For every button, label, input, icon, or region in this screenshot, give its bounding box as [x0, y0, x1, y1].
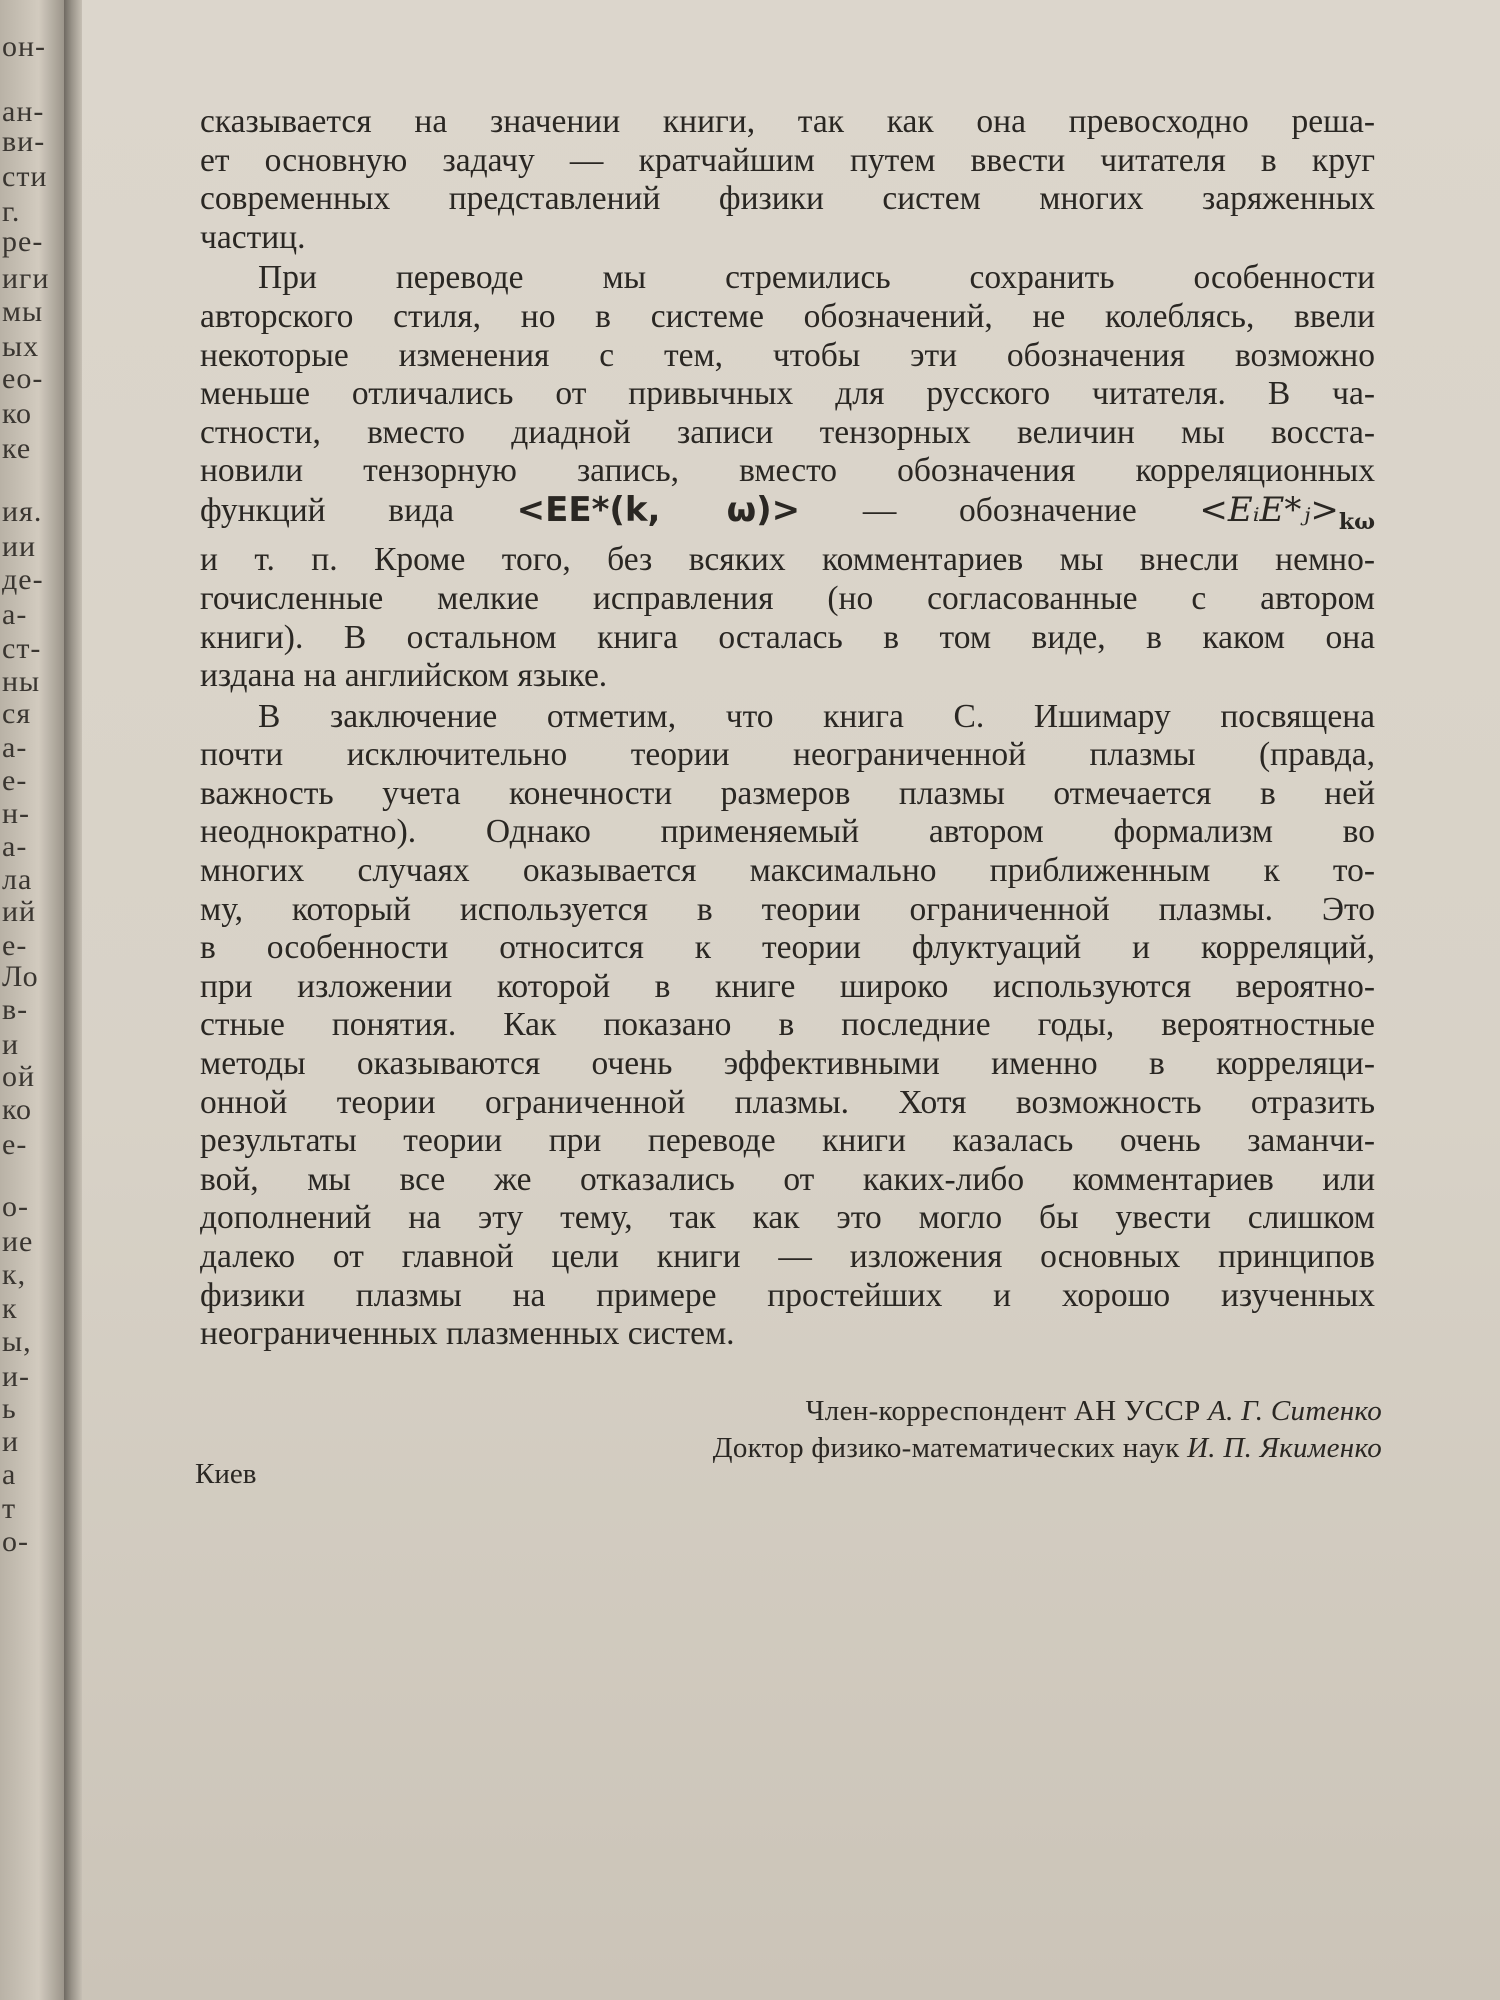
text-line: стные понятия. Как показано в последние годы, вероятностные [200, 1006, 1375, 1044]
text-line: гочисленные мелкие исправления (но согласованные с автором [200, 579, 1375, 617]
left-page-text-fragment: к, [2, 1258, 27, 1291]
left-page-text-fragment: ке [2, 432, 32, 465]
text-line: стности, вместо диадной записи тензорных величин мы восста- [200, 413, 1375, 451]
left-page-text-fragment: т [2, 1492, 17, 1525]
left-page-text-fragment: ви- [2, 125, 46, 158]
left-page-text-fragment: ко [2, 397, 33, 430]
text-line: вой, мы все же отказались от каких-либо комментариев или [200, 1160, 1375, 1198]
left-page-text-fragment: ии [2, 530, 37, 563]
left-page-text-fragment: ст- [2, 632, 42, 665]
signature-1-title: Член-корреспондент АН УССР [805, 1395, 1201, 1427]
text-line: неоднократно). Однако применяемый автором формализм во [200, 813, 1375, 851]
formula-middle: — обозначение [862, 491, 1137, 529]
left-page-text-fragment: ны [2, 665, 41, 698]
paragraph-1 [200, 103, 1375, 257]
text-line: ет основную задачу — кратчайшим путем ввести читателя в круг [200, 141, 1375, 179]
text-line: В заключение отметим, что книга С. Ишимару посвящена [258, 697, 1375, 735]
text-line: некоторые изменения с тем, чтобы эти обозначения возможно [200, 336, 1375, 374]
left-page-text-fragment: Ло [2, 960, 39, 993]
left-page-text-fragment: ы, [2, 1325, 32, 1358]
city-name: Киев [195, 1458, 257, 1490]
left-page-text-fragment: ся [2, 697, 32, 730]
text-line: дополнений на эту тему, так как это могло бы увести слишком [200, 1199, 1375, 1237]
body-text [200, 103, 1375, 1354]
formula-expr-1: <EE*(k, ω)> [516, 489, 801, 530]
left-page-text-fragment: г. [2, 195, 21, 228]
left-page-text-fragment: н- [2, 797, 31, 830]
text-line: му, который используется в теории ограниченной плазмы. Это [200, 890, 1375, 928]
left-page-text-fragment: ла [2, 863, 33, 896]
signature-2 [713, 1432, 1382, 1465]
text-line: меньше отличались от привычных для русского читателя. В ча- [200, 375, 1375, 413]
formula-expr-2: $<EᵢE*ⱼ>_{k\omega}$ [1199, 489, 1376, 535]
left-page-text-fragment: е- [2, 764, 28, 797]
left-page-text-fragment: к [2, 1292, 18, 1325]
signature-1 [806, 1395, 1382, 1428]
text-line: при изложении которой в книге широко используются вероятно- [200, 967, 1375, 1005]
text-line: почти исключительно теории неограниченной плазмы (правда, [200, 736, 1375, 774]
text-line: новили тензорную запись, вместо обозначения корреляционных [200, 452, 1375, 490]
left-page-text-fragment: ых [2, 330, 40, 363]
left-page-edge [0, 0, 70, 2000]
left-page-text-fragment: е- [2, 929, 28, 962]
text-line: издана на английском языке. [200, 657, 608, 695]
text-line: результаты теории при переводе книги казалась очень заманчи- [200, 1122, 1375, 1160]
left-page-text-fragment: ко [2, 1093, 33, 1126]
formula-subscript: kω [1338, 508, 1376, 535]
text-line: книги). В остальном книга осталась в том виде, в каком она [200, 618, 1375, 656]
left-page-text-fragment: сти [2, 160, 48, 193]
left-page-text-fragment: ие [2, 1225, 34, 1258]
left-page-text-fragment: ео- [2, 362, 44, 395]
left-page-text-fragment: в- [2, 993, 29, 1026]
formula-line [200, 491, 1375, 541]
left-page-text-fragment: мы [2, 295, 44, 328]
text-line: методы оказываются очень эффективными именно в корреляци- [200, 1045, 1375, 1083]
text-line: многих случаях оказывается максимально приближенным к то- [200, 852, 1375, 890]
left-page-text-fragment: а- [2, 830, 28, 863]
text-line: и т. п. Кроме того, без всяких комментариев мы внесли немно- [200, 541, 1375, 579]
paragraph-2 [200, 259, 1375, 491]
left-page-text-fragment: ан- [2, 95, 45, 128]
text-line: При переводе мы стремились сохранить особенности [258, 259, 1375, 297]
left-page-text-fragment: иги [2, 262, 50, 295]
text-line: сказывается на значении книги, так как она превосходно реша- [200, 103, 1375, 140]
left-page-text-fragment: а- [2, 731, 28, 764]
left-page-text-fragment: ой [2, 1060, 36, 1093]
signature-2-title: Доктор физико-математических наук [712, 1432, 1180, 1464]
text-line: частиц. [200, 218, 306, 256]
left-page-text-fragment: е- [2, 1128, 28, 1161]
text-line: современных представлений физики систем многих заряженных [200, 180, 1375, 218]
left-page-text-fragment: а- [2, 598, 28, 631]
book-gutter [64, 0, 84, 2000]
text-line: неограниченных плазменных систем. [200, 1315, 735, 1353]
formula-prefix: функций вида [200, 491, 454, 529]
text-line: далеко от главной цели книги — изложения основных принципов [200, 1238, 1375, 1276]
left-page-text-fragment: и [2, 1028, 20, 1061]
paragraph-3 [200, 698, 1375, 1354]
left-page-text-fragment: ий [2, 895, 37, 928]
left-page-text-fragment: а [2, 1458, 17, 1491]
left-page-text-fragment: и- [2, 1360, 31, 1393]
left-page-text-fragment: и [2, 1425, 20, 1458]
left-page-text-fragment: он- [2, 30, 47, 63]
left-page-text-fragment: де- [2, 563, 44, 596]
paragraph-2-formula [200, 491, 1375, 541]
left-page-text-fragment: о- [2, 1190, 29, 1223]
left-page-text-fragment: ре- [2, 225, 44, 258]
text-line: онной теории ограниченной плазмы. Хотя возможность отразить [200, 1083, 1375, 1121]
paragraph-2-tail [200, 541, 1375, 695]
signature-2-name: И. П. Якименко [1187, 1432, 1382, 1464]
text-line: авторского стиля, но в системе обозначений, не колеблясь, ввели [200, 297, 1375, 335]
text-line: важность учета конечности размеров плазмы отмечается в ней [200, 774, 1375, 812]
left-page-text-fragment: ь [2, 1392, 17, 1425]
text-line: в особенности относится к теории флуктуаций и корреляций, [200, 929, 1375, 967]
left-page-text-fragment: ия. [2, 495, 43, 528]
left-page-text-fragment: о- [2, 1525, 29, 1558]
text-line: физики плазмы на примере простейших и хорошо изученных [200, 1276, 1375, 1314]
signature-1-name: А. Г. Ситенко [1208, 1395, 1382, 1427]
